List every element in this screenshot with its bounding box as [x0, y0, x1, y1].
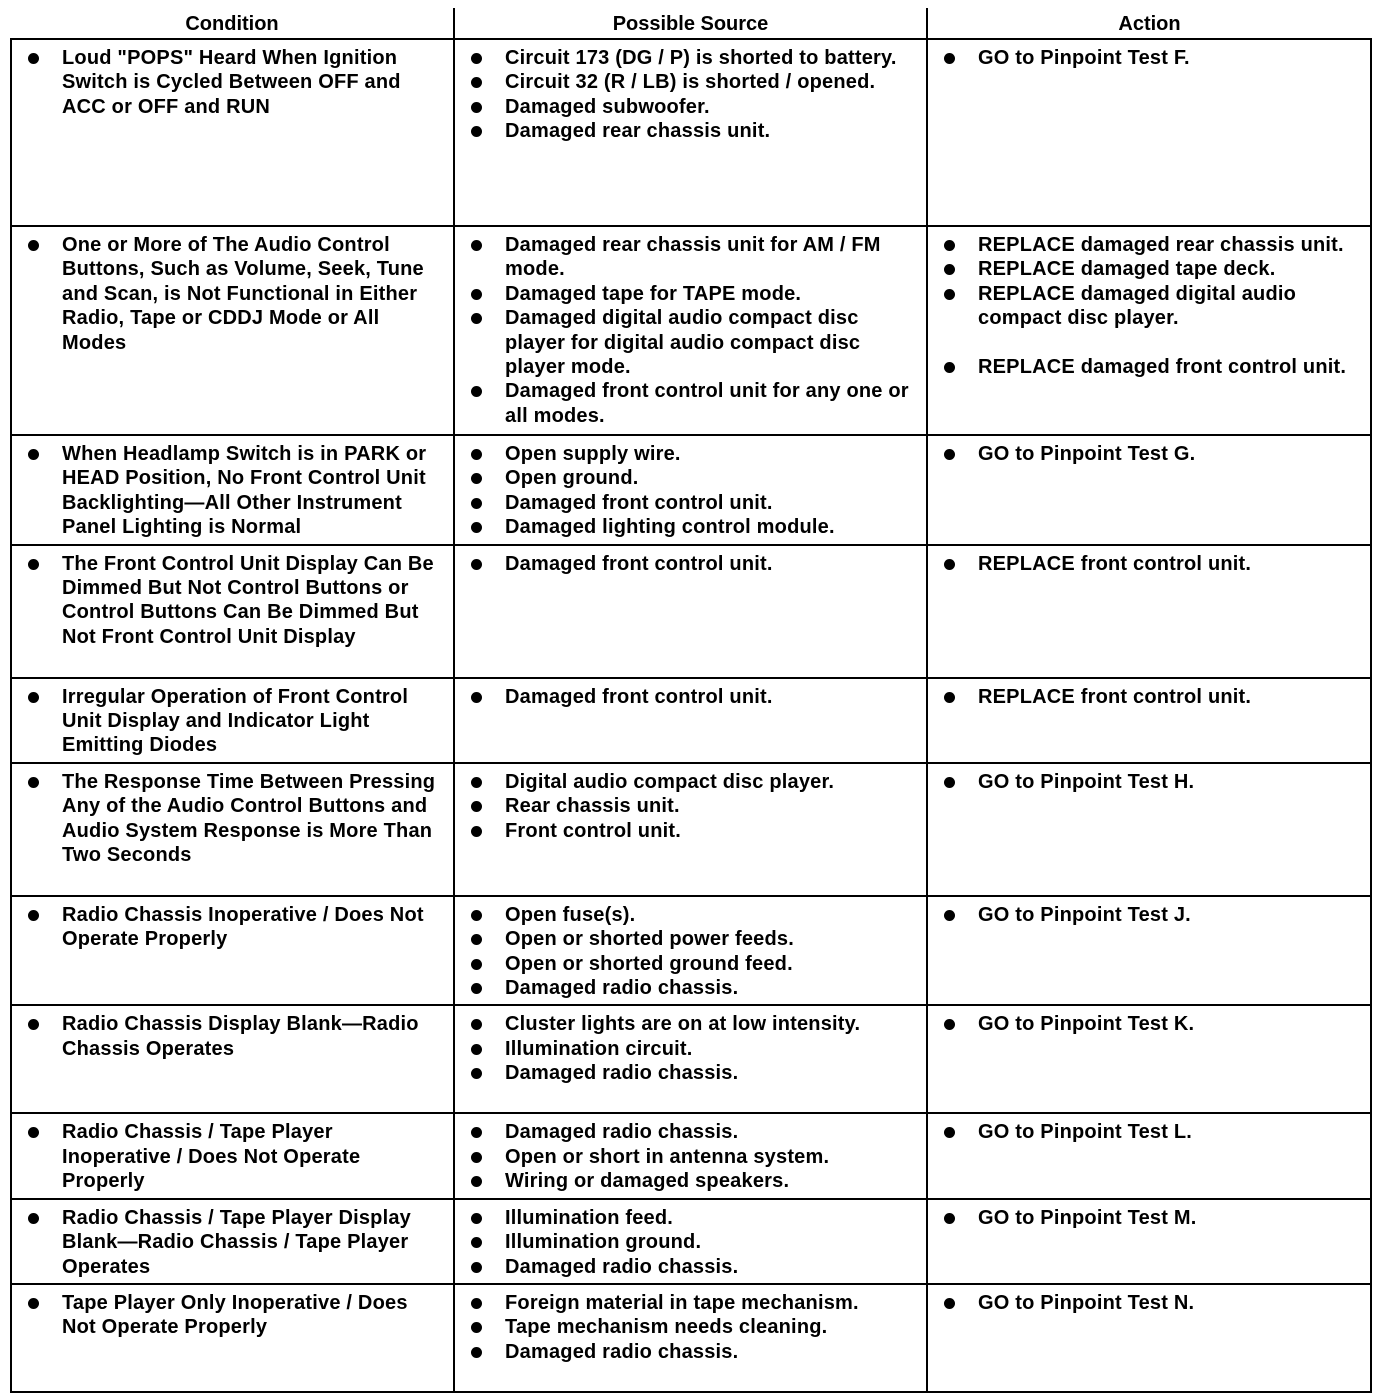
condition-text: Tape Player Only Inoperative / Does Not Operate Properly — [22, 1291, 445, 1340]
condition-text: The Front Control Unit Display Can Be Dimmed But Not Control Buttons or Control Buttons Can Be Dimmed But Not Front Control Unit Display — [22, 552, 445, 650]
condition-cell — [11, 1005, 454, 1113]
source-item: Wiring or damaged speakers. — [465, 1169, 918, 1193]
source-item: Rear chassis unit. — [465, 794, 918, 818]
table-row — [11, 1005, 1371, 1113]
source-item: Circuit 32 (R / LB) is shorted / opened. — [465, 70, 918, 94]
table-row — [11, 896, 1371, 1006]
source-cell — [454, 678, 927, 763]
action-item: REPLACE damaged digital audio compact disc player. — [938, 282, 1362, 331]
source-item: Damaged front control unit. — [465, 552, 918, 576]
source-item: Damaged rear chassis unit for AM / FM mode. — [465, 233, 918, 282]
source-cell — [454, 1113, 927, 1198]
header-condition: Condition — [11, 8, 454, 39]
action-item: GO to Pinpoint Test N. — [938, 1291, 1362, 1315]
source-item: Open or shorted power feeds. — [465, 927, 918, 951]
action-item: REPLACE damaged tape deck. — [938, 257, 1362, 281]
source-item: Damaged front control unit. — [465, 491, 918, 515]
source-cell — [454, 1005, 927, 1113]
condition-cell — [11, 226, 454, 435]
source-cell — [454, 896, 927, 1006]
action-item: GO to Pinpoint Test K. — [938, 1012, 1362, 1036]
source-item: Damaged radio chassis. — [465, 1255, 918, 1279]
action-cell — [927, 1113, 1371, 1198]
action-item: GO to Pinpoint Test L. — [938, 1120, 1362, 1144]
action-cell — [927, 226, 1371, 435]
action-cell — [927, 1199, 1371, 1284]
symptom-table — [10, 8, 1372, 1393]
condition-text: One or More of The Audio Control Buttons, Such as Volume, Seek, Tune and Scan, is Not Functional in Either Radio, Tape or CDDJ Mode or All Modes — [22, 233, 445, 355]
source-item: Illumination circuit. — [465, 1037, 918, 1061]
source-cell — [454, 545, 927, 678]
action-item: GO to Pinpoint Test F. — [938, 46, 1362, 70]
source-item: Illumination feed. — [465, 1206, 918, 1230]
source-cell — [454, 763, 927, 896]
source-item: Damaged front control unit for any one or all modes. — [465, 379, 918, 428]
condition-text: When Headlamp Switch is in PARK or HEAD Position, No Front Control Unit Backlighting—All Other Instrument Panel Lighting is Normal — [22, 442, 445, 540]
source-item: Open or shorted ground feed. — [465, 952, 918, 976]
table-row — [11, 39, 1371, 226]
source-item: Open fuse(s). — [465, 903, 918, 927]
action-cell — [927, 435, 1371, 545]
table-row — [11, 678, 1371, 763]
condition-cell — [11, 435, 454, 545]
action-cell — [927, 39, 1371, 226]
action-cell — [927, 545, 1371, 678]
header-row — [11, 8, 1371, 39]
action-cell — [927, 1284, 1371, 1392]
diagnosis-chart — [10, 8, 1370, 1393]
condition-text: The Response Time Between Pressing Any of the Audio Control Buttons and Audio System Response is More Than Two Seconds — [22, 770, 445, 868]
condition-cell — [11, 39, 454, 226]
condition-text: Radio Chassis / Tape Player Inoperative / Does Not Operate Properly — [22, 1120, 445, 1193]
source-item: Open supply wire. — [465, 442, 918, 466]
source-item: Damaged radio chassis. — [465, 976, 918, 1000]
source-item: Damaged front control unit. — [465, 685, 918, 709]
source-item: Damaged radio chassis. — [465, 1061, 918, 1085]
source-item: Open or short in antenna system. — [465, 1145, 918, 1169]
source-item: Damaged lighting control module. — [465, 515, 918, 539]
source-item: Foreign material in tape mechanism. — [465, 1291, 918, 1315]
source-item: Front control unit. — [465, 819, 918, 843]
condition-text: Irregular Operation of Front Control Unit Display and Indicator Light Emitting Diodes — [22, 685, 445, 758]
action-item: REPLACE front control unit. — [938, 685, 1362, 709]
source-item: Damaged digital audio compact disc player for digital audio compact disc player mode. — [465, 306, 918, 379]
source-item: Cluster lights are on at low intensity. — [465, 1012, 918, 1036]
table-row — [11, 1113, 1371, 1198]
table-row — [11, 545, 1371, 678]
header-action: Action — [927, 8, 1371, 39]
source-item: Tape mechanism needs cleaning. — [465, 1315, 918, 1339]
action-cell — [927, 678, 1371, 763]
action-item: REPLACE damaged front control unit. — [938, 355, 1362, 379]
action-cell — [927, 763, 1371, 896]
source-item: Open ground. — [465, 466, 918, 490]
action-item: GO to Pinpoint Test H. — [938, 770, 1362, 794]
source-item: Damaged tape for TAPE mode. — [465, 282, 918, 306]
action-item: GO to Pinpoint Test M. — [938, 1206, 1362, 1230]
action-cell — [927, 896, 1371, 1006]
source-item: Illumination ground. — [465, 1230, 918, 1254]
source-item: Damaged rear chassis unit. — [465, 119, 918, 143]
condition-cell — [11, 896, 454, 1006]
table-row — [11, 1199, 1371, 1284]
source-item: Damaged subwoofer. — [465, 95, 918, 119]
source-item: Circuit 173 (DG / P) is shorted to battery. — [465, 46, 918, 70]
condition-text: Radio Chassis / Tape Player Display Blank—Radio Chassis / Tape Player Operates — [22, 1206, 445, 1279]
condition-cell — [11, 1284, 454, 1392]
condition-cell — [11, 1113, 454, 1198]
condition-cell — [11, 1199, 454, 1284]
action-item: GO to Pinpoint Test G. — [938, 442, 1362, 466]
condition-text: Radio Chassis Inoperative / Does Not Operate Properly — [22, 903, 445, 952]
source-item: Damaged radio chassis. — [465, 1340, 918, 1364]
action-cell — [927, 1005, 1371, 1113]
condition-cell — [11, 545, 454, 678]
source-cell — [454, 1284, 927, 1392]
condition-cell — [11, 763, 454, 896]
source-cell — [454, 226, 927, 435]
condition-text: Radio Chassis Display Blank—Radio Chassis Operates — [22, 1012, 445, 1061]
action-item: GO to Pinpoint Test J. — [938, 903, 1362, 927]
table-row — [11, 763, 1371, 896]
source-cell — [454, 1199, 927, 1284]
source-cell — [454, 39, 927, 226]
action-item: REPLACE damaged rear chassis unit. — [938, 233, 1362, 257]
table-row — [11, 226, 1371, 435]
header-possible-source: Possible Source — [454, 8, 927, 39]
condition-cell — [11, 678, 454, 763]
table-row — [11, 435, 1371, 545]
source-item: Digital audio compact disc player. — [465, 770, 918, 794]
source-item: Damaged radio chassis. — [465, 1120, 918, 1144]
source-cell — [454, 435, 927, 545]
table-row — [11, 1284, 1371, 1392]
condition-text: Loud "POPS" Heard When Ignition Switch is Cycled Between OFF and ACC or OFF and RUN — [22, 46, 445, 119]
action-item: REPLACE front control unit. — [938, 552, 1362, 576]
